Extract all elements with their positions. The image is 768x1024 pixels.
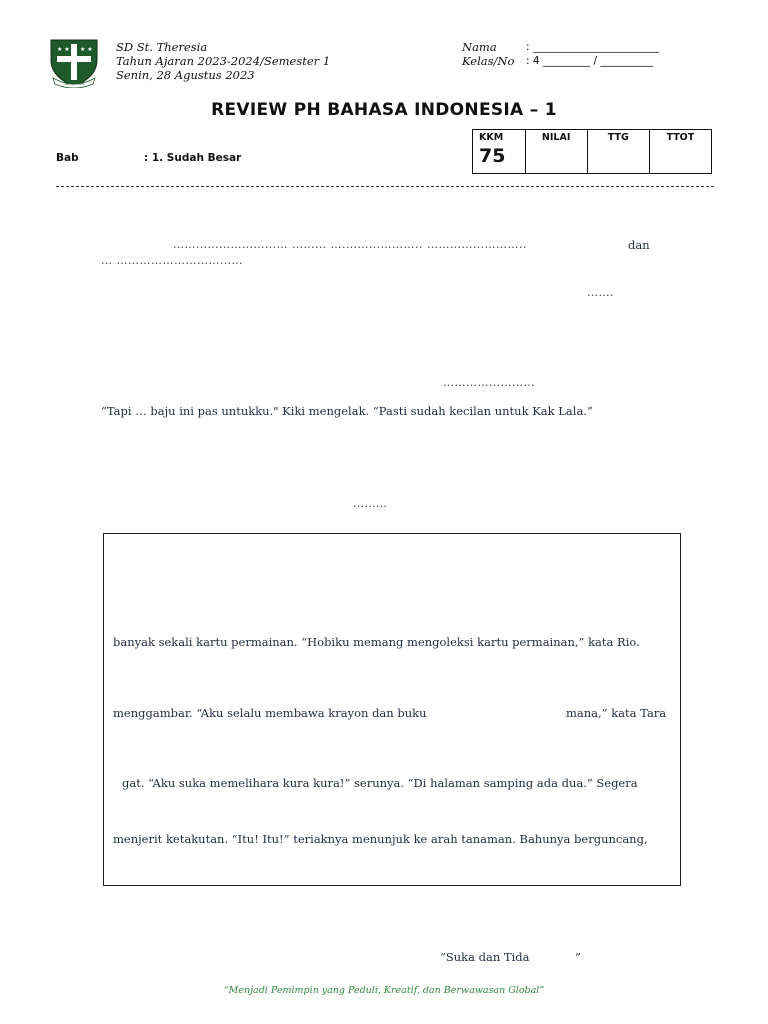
nilai-cell[interactable] [525,130,587,174]
kkm-value: 75 [479,145,506,167]
footer-motto: “Menjadi Pemimpin yang Peduli, Kreatif, dan Berwawasan Global” [223,985,545,996]
score-table [472,129,712,174]
svg-text:★ ★: ★ ★ [80,46,93,53]
fill-line-2: … …………………………… [101,254,243,267]
ttg-header: TTG [607,132,629,143]
fill-line-5: ……… [353,497,388,510]
page-title: REVIEW PH BAHASA INDONESIA – 1 [211,100,557,120]
academic-year: Tahun Ajaran 2023-2024/Semester 1 [116,54,331,68]
nama-field[interactable]: : ________________________ [526,41,659,53]
fill-line-1-end: dan [628,238,650,252]
box-line-4: menjerit ketakutan. “Itu! Itu!” teriaknya menunjuk ke arah tanaman. Bahunya berguncang, [113,832,648,846]
ttot-cell[interactable] [649,130,711,174]
nama-label: Nama [462,40,497,54]
ttot-header: TTOT [666,132,695,143]
bottom-quote-start: “Suka dan Tida [440,950,530,964]
bottom-quote-end: ” [575,950,581,964]
box-line-2: menggambar. “Aku selalu membawa krayon dan buku [113,706,427,720]
fill-line-4: …………………… [443,376,535,389]
kkm-header: KKM [479,132,504,143]
kkm-cell [473,130,526,174]
fill-line-1: ………………………… ……… ….……………….. …………………….. [173,238,527,251]
box-line-3: gat. “Aku suka memelihara kura kura!” serunya. “Di halaman samping ada dua.” Segera [122,776,638,790]
bab-label: Bab [56,152,79,164]
dashed-divider [56,186,714,187]
logo-motto: SERVIAM [64,82,84,87]
kelas-field[interactable]: : 4 _________ / __________ [526,55,653,67]
school-name: SD St. Theresia [116,40,208,54]
bab-value: : 1. Sudah Besar [144,152,242,164]
box-line-2-end: mana,” kata Tara [566,706,667,720]
ttg-cell[interactable] [587,130,649,174]
nilai-header: NILAI [541,132,571,143]
quote-line: “Tapi … baju ini pas untukku." Kiki mengelak. “Pasti sudah kecilan untuk Kak Lala.” [101,404,593,418]
exam-date: Senin, 28 Agustus 2023 [116,68,255,82]
box-line-1: banyak sekali kartu permainan. “Hobiku memang mengoleksi kartu permainan,” kata Rio. [113,635,640,649]
fill-line-3: ……. [587,286,614,299]
school-logo [47,38,101,88]
svg-text:★ ★: ★ ★ [57,46,70,53]
kelas-label: Kelas/No [462,54,515,68]
